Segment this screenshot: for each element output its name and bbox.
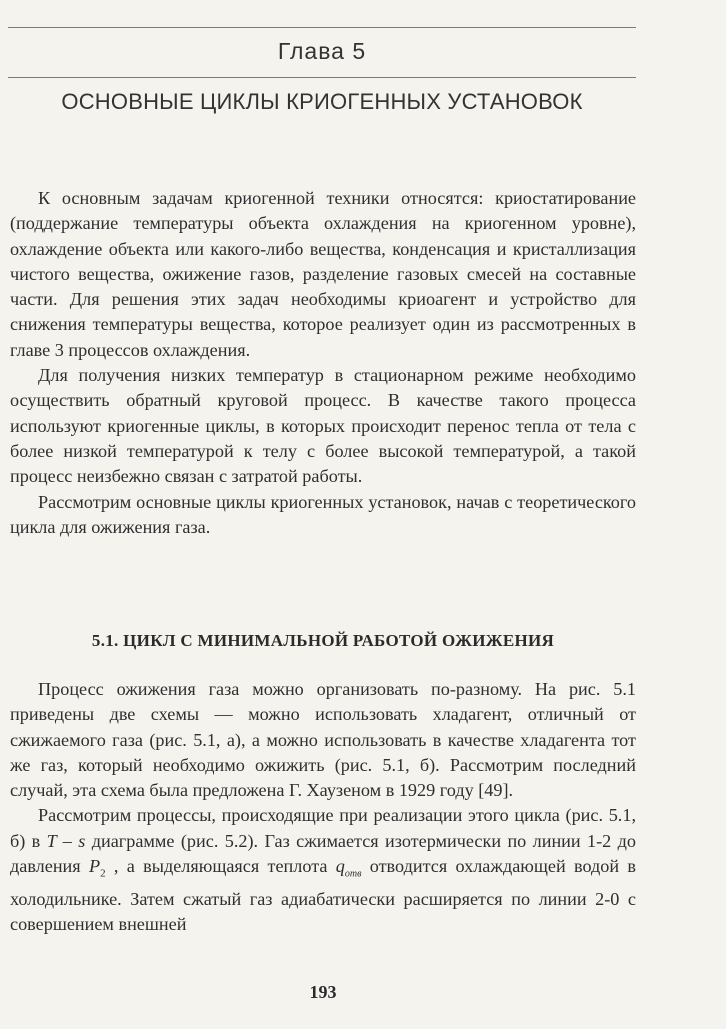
section-text: [10, 677, 636, 938]
intro-paragraph-2: Для получения низких температур в стационарном режиме необходимо осуществить обратный круговой процесс. В качестве такого процесса используют криогенные циклы, в которых происходит перенос тепла от тела с более низкой температурой к телу с более высокой температурой, а такой процесс неизбежно связан с затратой работы.: [10, 365, 636, 487]
math-q-subscript: отв: [344, 868, 362, 880]
math-q: q: [335, 856, 345, 877]
chapter-rule: [8, 77, 636, 78]
intro-text: [10, 186, 636, 540]
paragraph-text: отводится охлаждающей водой в холодильнике. Затем сжатый газ адиабатически расширяется по линии 2-0 с совершением внешней: [10, 856, 637, 935]
section-heading: 5.1. ЦИКЛ С МИНИМАЛЬНОЙ РАБОТОЙ ОЖИЖЕНИЯ: [91, 631, 555, 650]
section-paragraph-2: [10, 803, 636, 937]
intro-paragraph-3: Рассмотрим основные циклы криогенных установок, начав с теоретического цикла для ожижения газа.: [10, 491, 636, 537]
page-number: 193: [309, 982, 337, 1002]
intro-paragraph-1: К основным задачам криогенной техники относятся: криостатирование (поддержание температуры объекта охлаждения на криогенном уровне), охлаждение объекта или какого-либо вещества, конденсация и кристаллизация чистого вещества, ожижение газов, разделение газовых смесей на составные части. Для решения этих задач необходимы криоагент и устройство для снижения температуры вещества, которое реализует один из рассмотренных в главе 3 процессов охлаждения.: [10, 188, 636, 360]
chapter-title: ОСНОВНЫЕ ЦИКЛЫ КРИОГЕННЫХ УСТАНОВОК: [61, 89, 583, 114]
section-paragraph-1: Процесс ожижения газа можно организовать по-разному. На рис. 5.1 приведены две схемы — можно использовать хладагент, отличный от сжижаемого газа (рис. 5.1, а), а можно использовать в качестве хладагента тот же газ, который необходимо ожижить (рис. 5.1, б). Рассмотрим последний случай, эта схема была предложена Г. Хаузеном в 1929 году [49].: [10, 679, 636, 801]
math-p: P: [88, 856, 101, 877]
chapter-label: Глава 5: [277, 38, 367, 64]
math-p-subscript: 2: [100, 867, 106, 880]
paragraph-text: диаграмме (рис. 5.2). Газ сжимается изотермически по линии 1-2 до давления: [10, 830, 636, 877]
math-t-s: T – s: [46, 830, 86, 851]
paragraph-text: Рассмотрим процессы, происходящие при реализации этого цикла (рис. 5.1, б) в: [10, 805, 636, 851]
top-rule: [8, 27, 636, 28]
paragraph-text: , а выделяющаяся теплота: [105, 856, 336, 877]
